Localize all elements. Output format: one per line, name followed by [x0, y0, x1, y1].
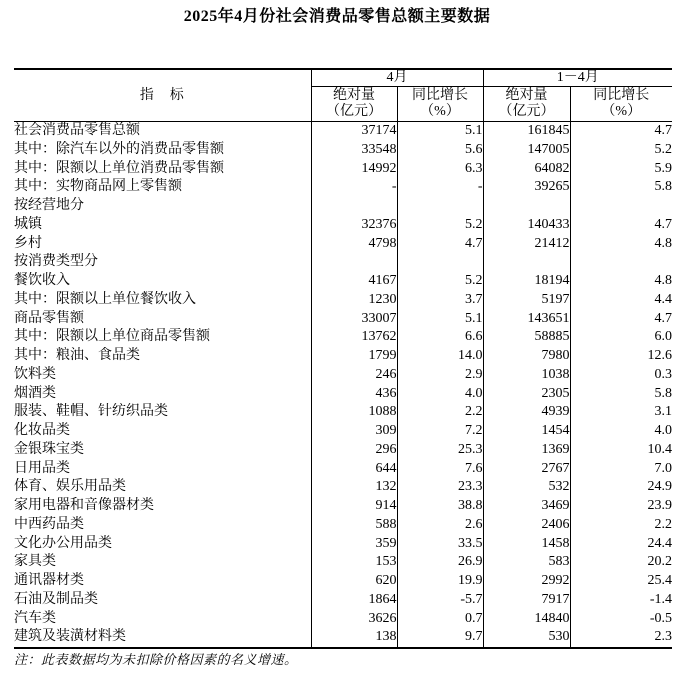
table-row: [14, 385, 672, 404]
absolute-label: 绝对量: [333, 88, 375, 103]
cell-cum-yoy: 5.9: [570, 160, 672, 179]
cell-apr-yoy: [397, 253, 483, 272]
cell-cum-absolute: 2406: [483, 516, 570, 535]
cell-apr-absolute: 359: [311, 535, 397, 554]
cell-apr-yoy: 5.6: [397, 141, 483, 160]
cell-apr-absolute: -: [311, 178, 397, 197]
col-header-april: 4月: [311, 69, 483, 87]
table-row: [14, 460, 672, 479]
cell-apr-absolute: [311, 197, 397, 216]
cell-cum-absolute: 3469: [483, 497, 570, 516]
table-row: [14, 122, 672, 141]
table-row: [14, 178, 672, 197]
cell-cum-yoy: 0.3: [570, 366, 672, 385]
cell-cum-yoy: 2.3: [570, 628, 672, 648]
cell-cum-absolute: 1454: [483, 422, 570, 441]
row-label: 化妆品类: [14, 423, 70, 438]
table-row: [14, 141, 672, 160]
table-row: [14, 591, 672, 610]
cell-cum-absolute: 5197: [483, 291, 570, 310]
cell-cum-absolute: 1038: [483, 366, 570, 385]
cell-apr-yoy: 6.3: [397, 160, 483, 179]
cell-cum-yoy: 4.8: [570, 235, 672, 254]
cell-cum-absolute: 583: [483, 553, 570, 572]
row-label: 按经营地分: [14, 198, 84, 213]
row-label: 石油及制品类: [14, 591, 98, 607]
row-label: 其中：限额以上单位餐饮收入: [14, 291, 196, 307]
cell-cum-absolute: 4939: [483, 403, 570, 422]
cell-apr-absolute: 1088: [311, 403, 397, 422]
cell-apr-yoy: 5.2: [397, 272, 483, 291]
cell-apr-absolute: 914: [311, 497, 397, 516]
cell-cum-yoy: 10.4: [570, 441, 672, 460]
cell-cum-absolute: 21412: [483, 235, 570, 254]
row-label: 日用品类: [14, 460, 70, 476]
cell-apr-yoy: 4.0: [397, 385, 483, 404]
row-label: 饮料类: [14, 366, 56, 382]
cell-cum-absolute: 1458: [483, 535, 570, 554]
table-row: [14, 516, 672, 535]
cell-cum-absolute: 14840: [483, 610, 570, 629]
table-body: [14, 122, 672, 649]
cell-cum-yoy: 3.1: [570, 403, 672, 422]
cell-apr-absolute: 14992: [311, 160, 397, 179]
col-header-apr-yoy: [397, 87, 483, 122]
cell-cum-absolute: 58885: [483, 328, 570, 347]
cell-cum-absolute: 7917: [483, 591, 570, 610]
table-header: [14, 69, 672, 122]
row-label: 烟酒类: [14, 385, 56, 401]
row-label: 文化办公用品类: [14, 535, 112, 551]
table-row: [14, 197, 672, 216]
cell-apr-yoy: 33.5: [397, 535, 483, 554]
cell-apr-yoy: 2.2: [397, 403, 483, 422]
cell-cum-yoy: 4.4: [570, 291, 672, 310]
cell-apr-yoy: 3.7: [397, 291, 483, 310]
cell-apr-absolute: 33007: [311, 310, 397, 329]
cell-cum-yoy: 24.4: [570, 535, 672, 554]
cell-apr-yoy: 19.9: [397, 572, 483, 591]
absolute-label: 绝对量: [505, 88, 548, 103]
cell-cum-absolute: 532: [483, 478, 570, 497]
cell-cum-absolute: [483, 197, 570, 216]
row-label: 家用电器和音像器材类: [14, 498, 154, 513]
cell-apr-absolute: 32376: [311, 216, 397, 235]
cell-apr-absolute: 4798: [311, 235, 397, 254]
cell-cum-absolute: 161845: [483, 122, 570, 141]
cell-cum-yoy: 20.2: [570, 553, 672, 572]
table-row: [14, 422, 672, 441]
cell-cum-yoy: 23.9: [570, 497, 672, 516]
cell-cum-yoy: -0.5: [570, 610, 672, 629]
row-label: 服装、鞋帽、针纺织品类: [14, 404, 168, 420]
cell-cum-yoy: 2.2: [570, 516, 672, 535]
cell-apr-absolute: 309: [311, 422, 397, 441]
col-header-cum-yoy: [570, 87, 672, 122]
row-label: 城镇: [14, 216, 42, 232]
cell-cum-yoy: 24.9: [570, 478, 672, 497]
table-row: [14, 628, 672, 648]
cell-apr-yoy: 7.2: [397, 422, 483, 441]
table-row: [14, 553, 672, 572]
cell-cum-yoy: [570, 253, 672, 272]
cell-apr-absolute: 37174: [311, 122, 397, 141]
cell-apr-yoy: 26.9: [397, 553, 483, 572]
cell-cum-yoy: 4.0: [570, 422, 672, 441]
cell-apr-absolute: 588: [311, 516, 397, 535]
cell-apr-yoy: 5.2: [397, 216, 483, 235]
cell-cum-absolute: 140433: [483, 216, 570, 235]
row-label: 家具类: [14, 554, 56, 570]
cell-cum-absolute: 530: [483, 628, 570, 648]
row-label: 汽车类: [14, 610, 56, 626]
cell-apr-absolute: 33548: [311, 141, 397, 160]
cell-apr-absolute: 3626: [311, 610, 397, 629]
yoy-unit: （%）: [420, 104, 460, 119]
cell-apr-yoy: 14.0: [397, 347, 483, 366]
table-row: [14, 347, 672, 366]
cell-cum-yoy: -1.4: [570, 591, 672, 610]
cell-cum-absolute: 1369: [483, 441, 570, 460]
cell-apr-absolute: 620: [311, 572, 397, 591]
cell-apr-yoy: 5.1: [397, 310, 483, 329]
table-row: [14, 366, 672, 385]
cell-cum-yoy: 5.8: [570, 385, 672, 404]
absolute-unit: （亿元）: [326, 104, 382, 119]
cell-cum-absolute: 2992: [483, 572, 570, 591]
cell-cum-yoy: 6.0: [570, 328, 672, 347]
cell-apr-yoy: 38.8: [397, 497, 483, 516]
cell-apr-yoy: 4.7: [397, 235, 483, 254]
row-label: 建筑及装潢材料类: [14, 629, 126, 645]
cell-apr-absolute: 138: [311, 628, 397, 648]
cell-cum-absolute: 2305: [483, 385, 570, 404]
table-row: [14, 572, 672, 591]
cell-apr-absolute: 1799: [311, 347, 397, 366]
cell-apr-absolute: 296: [311, 441, 397, 460]
table-row: [14, 535, 672, 554]
col-header-cum-absolute: [483, 87, 570, 122]
table-row: [14, 610, 672, 629]
page-title: 2025年4月份社会消费品零售总额主要数据: [183, 8, 491, 25]
cell-cum-yoy: [570, 197, 672, 216]
cell-apr-yoy: 25.3: [397, 441, 483, 460]
cell-apr-yoy: -5.7: [397, 591, 483, 610]
yoy-label: 同比增长: [412, 88, 468, 103]
table-row: [14, 253, 672, 272]
yoy-unit: （%）: [601, 104, 642, 119]
row-label: 其中：限额以上单位消费品零售额: [14, 160, 224, 176]
cell-cum-yoy: 4.8: [570, 272, 672, 291]
cell-apr-absolute: 4167: [311, 272, 397, 291]
cell-cum-yoy: 4.7: [570, 216, 672, 235]
yoy-label: 同比增长: [593, 88, 650, 103]
cell-apr-absolute: 246: [311, 366, 397, 385]
table-row: [14, 328, 672, 347]
col-header-apr-absolute: [311, 87, 397, 122]
cell-cum-absolute: 64082: [483, 160, 570, 179]
table-row: [14, 441, 672, 460]
row-label: 通讯器材类: [14, 573, 84, 588]
row-label: 其中：实物商品网上零售额: [14, 179, 182, 195]
table-row: [14, 478, 672, 497]
table-row: [14, 497, 672, 516]
cell-cum-yoy: 7.0: [570, 460, 672, 479]
table-row: [14, 160, 672, 179]
cell-cum-yoy: 4.7: [570, 122, 672, 141]
cell-apr-absolute: 644: [311, 460, 397, 479]
cell-apr-yoy: 0.7: [397, 610, 483, 629]
cell-apr-absolute: 436: [311, 385, 397, 404]
cell-cum-yoy: 5.8: [570, 178, 672, 197]
cell-apr-yoy: 9.7: [397, 628, 483, 648]
cell-cum-yoy: 5.2: [570, 141, 672, 160]
col-header-jan-apr: 1－4月: [483, 69, 672, 87]
row-label: 社会消费品零售总额: [14, 123, 140, 138]
row-label: 餐饮收入: [14, 273, 70, 288]
cell-cum-yoy: 12.6: [570, 347, 672, 366]
cell-cum-absolute: 39265: [483, 178, 570, 197]
retail-sales-table: [14, 68, 672, 649]
cell-apr-yoy: -: [397, 178, 483, 197]
cell-cum-absolute: [483, 253, 570, 272]
table-row: [14, 216, 672, 235]
cell-apr-yoy: 5.1: [397, 122, 483, 141]
cell-cum-yoy: 4.7: [570, 310, 672, 329]
cell-cum-absolute: 7980: [483, 347, 570, 366]
cell-apr-absolute: 153: [311, 553, 397, 572]
cell-apr-absolute: 13762: [311, 328, 397, 347]
row-label: 金银珠宝类: [14, 441, 84, 457]
row-label: 体育、娱乐用品类: [14, 479, 126, 495]
cell-apr-yoy: [397, 197, 483, 216]
table-row: [14, 272, 672, 291]
row-label: 其中：除汽车以外的消费品零售额: [14, 141, 224, 157]
cell-apr-absolute: 132: [311, 478, 397, 497]
footnote: 注：此表数据均为未扣除价格因素的名义增速。: [14, 652, 298, 667]
table-row: [14, 291, 672, 310]
row-label: 其中：限额以上单位商品零售额: [14, 329, 210, 345]
table-row: [14, 310, 672, 329]
cell-apr-yoy: 2.6: [397, 516, 483, 535]
cell-apr-yoy: 6.6: [397, 328, 483, 347]
table-row: [14, 403, 672, 422]
row-label: 按消费类型分: [14, 254, 98, 270]
cell-cum-absolute: 18194: [483, 272, 570, 291]
cell-cum-yoy: 25.4: [570, 572, 672, 591]
col-header-indicator: 指 标: [14, 69, 311, 122]
cell-apr-yoy: 2.9: [397, 366, 483, 385]
cell-apr-yoy: 23.3: [397, 478, 483, 497]
table-row: [14, 235, 672, 254]
cell-apr-absolute: [311, 253, 397, 272]
row-label: 中西药品类: [14, 516, 84, 532]
cell-apr-absolute: 1230: [311, 291, 397, 310]
row-label: 其中：粮油、食品类: [14, 348, 140, 363]
cell-cum-absolute: 147005: [483, 141, 570, 160]
row-label: 乡村: [14, 235, 42, 251]
cell-apr-absolute: 1864: [311, 591, 397, 610]
cell-cum-absolute: 143651: [483, 310, 570, 329]
cell-apr-yoy: 7.6: [397, 460, 483, 479]
absolute-unit: （亿元）: [498, 104, 555, 119]
row-label: 商品零售额: [14, 310, 84, 326]
cell-cum-absolute: 2767: [483, 460, 570, 479]
